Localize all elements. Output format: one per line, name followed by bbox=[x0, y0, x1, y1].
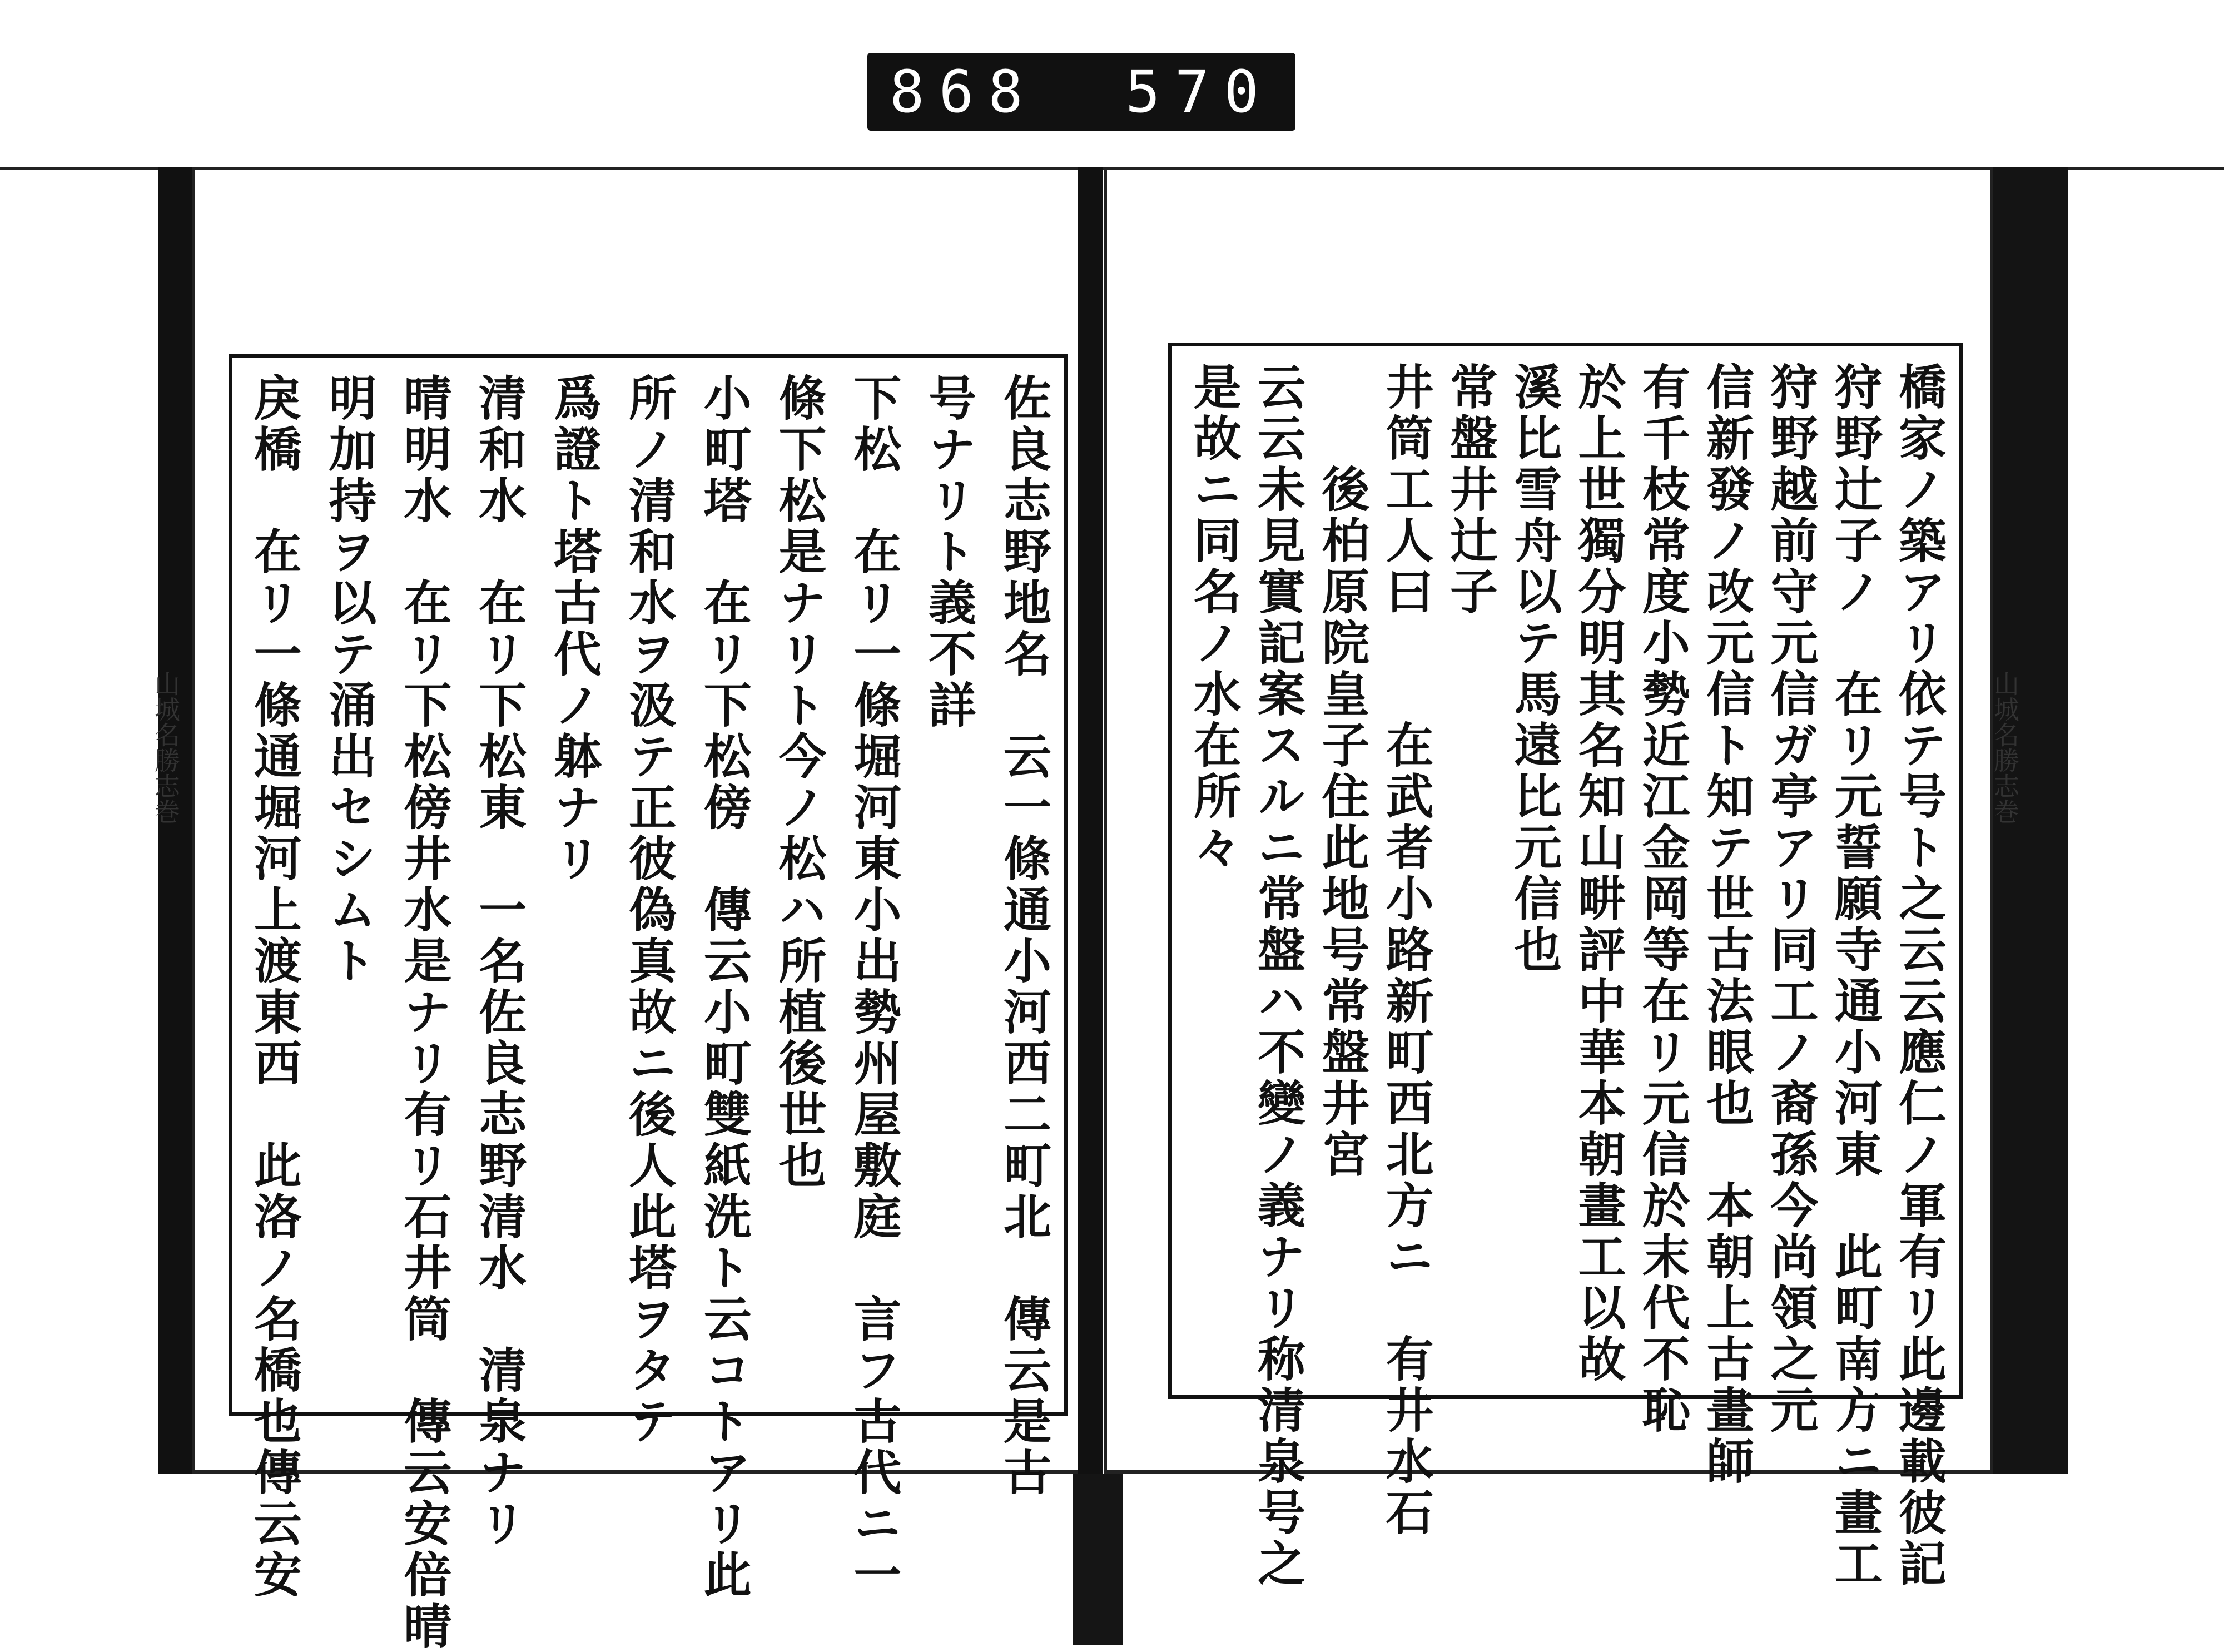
text-column: 清和水 在リ下松東 一名佐良志野清水 清泉ナリ bbox=[470, 373, 527, 1550]
text-column: 於上世獨分明其名知山畊評中華本朝畫工以故 bbox=[1570, 362, 1626, 1385]
text-column: 橋家ノ築アリ依テ号ト之云云應仁ノ軍有リ此邊載彼記 bbox=[1890, 362, 1947, 1590]
text-column: 常盤井辻子 bbox=[1441, 362, 1498, 618]
catalog-label bbox=[867, 53, 1295, 131]
catalog-number-right: 570 bbox=[1125, 58, 1273, 126]
right-page-edge-title: 山城名勝志巻 bbox=[1990, 671, 2020, 824]
text-column: 晴明水 在リ下松傍井水是ナリ有リ石井筒 傳云安倍晴 bbox=[395, 373, 452, 1652]
left-text-columns bbox=[245, 373, 1051, 1652]
text-column: 井筒工人曰 在武者小路新町西北方ニ 有井水石 bbox=[1377, 362, 1434, 1539]
left-page bbox=[151, 167, 1081, 1652]
left-page-edge-title: 山城名勝志巻 bbox=[151, 671, 181, 824]
text-column: 佐良志野地名 云一條通小河西二町北 傳云是古 bbox=[995, 373, 1051, 1499]
text-column: 明加持ヲ以テ涌出セシムト bbox=[320, 373, 377, 987]
text-column: 狩野越前守元信ガ亭アリ同工ノ裔孫今尚領之元 bbox=[1762, 362, 1819, 1436]
text-column: 信新發ノ改元信ト知テ世古法眼也 本朝上古畫師 bbox=[1698, 362, 1755, 1487]
text-column: 狩野辻子ノ 在リ元誓願寺通小河東 此町南方ニ畫工 bbox=[1826, 362, 1883, 1590]
catalog-number-left: 868 bbox=[890, 58, 1037, 126]
text-column: 云云未見實記案スルニ常盤ハ不變ノ義ナリ称清泉号之 bbox=[1249, 362, 1306, 1590]
text-column: 所ノ清和水ヲ汲テ正彼偽真故ニ後人此塔ヲタテ bbox=[620, 373, 677, 1447]
text-column: 條下松是ナリト今ノ松ハ所植後世也 bbox=[770, 373, 827, 1192]
text-column: 溪比雪舟以テ馬遠比元信也 bbox=[1506, 362, 1562, 976]
text-column: 戾橋 在リ一條通堀河上渡東西 此洛ノ名橋也傳云安 bbox=[245, 373, 302, 1601]
text-column: 小町塔 在リ下松傍 傳云小町雙紙洗ト云コトアリ此 bbox=[695, 373, 752, 1601]
text-column: 爲證ト塔古代ノ躰ナリ bbox=[545, 373, 602, 885]
book-spine bbox=[1078, 167, 1103, 1474]
left-text-frame bbox=[229, 354, 1068, 1652]
right-page bbox=[1104, 167, 2020, 1590]
text-column: 号ナリト義不詳 bbox=[920, 373, 977, 731]
text-column: 後柏原院皇子住此地号常盤井宮 bbox=[1313, 362, 1370, 1180]
right-text-frame bbox=[1168, 343, 1963, 1590]
right-text-columns bbox=[1185, 362, 1947, 1590]
book-spine-shadow bbox=[1073, 1474, 1123, 1645]
text-column: 是故ニ同名ノ水在所々 bbox=[1185, 362, 1242, 874]
text-column: 下松 在リ一條堀河東小出勢州屋敷庭 言フ古代ニ一 bbox=[845, 373, 902, 1601]
text-column: 有千枝常度小勢近江金岡等在リ元信於末代不恥 bbox=[1634, 362, 1690, 1436]
